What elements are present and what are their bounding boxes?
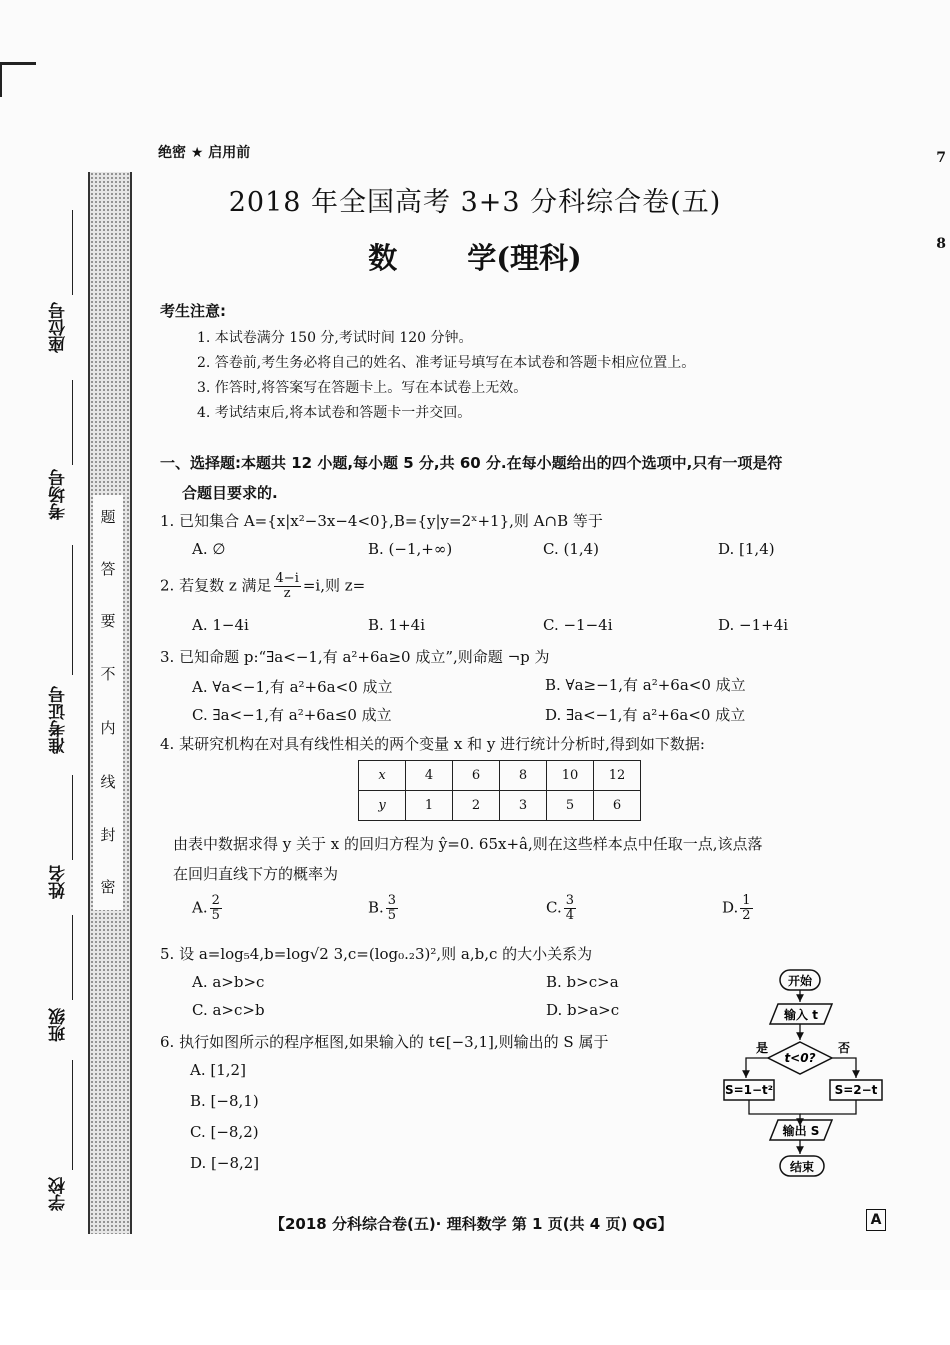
- table-cell: 6: [453, 761, 500, 791]
- q4-option-label: D.: [722, 898, 739, 917]
- page-title: 2018 年全国高考 3+3 分科综合卷(五): [228, 187, 722, 218]
- flow-start-text: 开始: [787, 974, 813, 988]
- q3-option-b: B. ∀a≥−1,有 a²+6a<0 成立: [545, 676, 746, 694]
- q2-option-c: C. −1−4i: [543, 616, 613, 634]
- q5-option-c: C. a>c>b: [192, 1001, 265, 1019]
- table-row: [359, 791, 641, 821]
- q2-option-b: B. 1+4i: [368, 616, 426, 634]
- seal-char: 不: [100, 665, 116, 683]
- q1-option-a: A. ∅: [192, 540, 226, 558]
- q2-option-d: D. −1+4i: [718, 616, 789, 634]
- data-table: [358, 760, 641, 821]
- table-cell: 12: [594, 761, 641, 791]
- q1-option-b: B. (−1,+∞): [368, 540, 453, 558]
- q4-option-label: A.: [192, 898, 208, 917]
- question-6-stem: 6. 执行如图所示的程序框图,如果输入的 t∈[−3,1],则输出的 S 属于: [160, 1033, 609, 1051]
- q6-option-a: A. [1,2]: [190, 1061, 246, 1079]
- q4-option-fraction: [740, 894, 752, 923]
- question-5-stem: 5. 设 a=log₅4,b=log√2 3,c=(log₀.₂3)²,则 a,b,c 的大小关系为: [160, 945, 593, 963]
- flow-arrow: [746, 1058, 768, 1078]
- class-field-line[interactable]: [72, 915, 73, 1000]
- table-cell: 10: [547, 761, 594, 791]
- question-3-stem: 3. 已知命题 p:“∃a<−1,有 a²+6a≥0 成立”,则命题 ¬p 为: [160, 648, 550, 666]
- flow-no-label: 否: [837, 1041, 851, 1055]
- notice-item: 2. 答卷前,考生务必将自己的姓名、准考证号填写在本试卷和答题卡相应位置上。: [197, 355, 696, 371]
- school-label: 学校: [49, 1177, 69, 1212]
- page-footer: 【2018 分科综合卷(五)· 理科数学 第 1 页(共 4 页) QG】: [270, 1215, 673, 1233]
- q2-option-a: A. 1−4i: [192, 616, 249, 634]
- q4-option-c: [546, 894, 578, 923]
- q4-option-d: [722, 894, 755, 923]
- ticket-label: 准考证号: [49, 686, 69, 754]
- room-label: 考场号: [49, 469, 69, 521]
- q4-option-fraction: [386, 894, 398, 923]
- table-header-x: x: [359, 761, 406, 791]
- q2-fraction: [274, 572, 301, 601]
- q5-option-a: A. a>b>c: [192, 973, 265, 991]
- q3-option-d: D. ∃a<−1,有 a²+6a<0 成立: [545, 706, 746, 724]
- school-field-line[interactable]: [72, 1060, 73, 1170]
- flow-left-text: S=1−t²: [724, 1083, 774, 1097]
- flow-output-text: 输出 S: [782, 1124, 820, 1138]
- flowchart: [718, 960, 888, 1180]
- edge-digit: 7: [936, 150, 946, 166]
- seal-char: 线: [100, 773, 116, 791]
- flow-yes-label: 是: [755, 1041, 769, 1055]
- frac-den: 5: [387, 908, 397, 923]
- notice-item: 3. 作答时,将答案写在答题卡上。写在本试卷上无效。: [197, 380, 528, 396]
- table-cell: 3: [500, 791, 547, 821]
- q4-option-fraction: [564, 894, 576, 923]
- q5-option-d: D. b>a>c: [546, 1001, 620, 1019]
- flow-right-text: S=2−t: [834, 1083, 878, 1097]
- q1-option-c: C. (1,4): [543, 540, 600, 558]
- q4-option-a: [192, 894, 224, 923]
- flow-arrow: [800, 1100, 856, 1114]
- table-header-y: y: [359, 791, 406, 821]
- q6-option-c: C. [−8,2): [190, 1123, 259, 1141]
- frac-den: 2: [742, 908, 751, 923]
- table-cell: 6: [594, 791, 641, 821]
- frac-num: 2: [211, 893, 220, 908]
- edge-digit: 8: [936, 236, 946, 252]
- notice-item: 4. 考试结束后,将本试卷和答题卡一并交回。: [197, 405, 472, 421]
- q4-text-line: 由表中数据求得 y 关于 x 的回归方程为 ŷ=0. 65x+â,则在这些样本点中任取一点,该点落: [173, 835, 763, 853]
- table-cell: 1: [406, 791, 453, 821]
- frac-den: 5: [211, 908, 220, 923]
- flow-arrow: [749, 1100, 800, 1126]
- question-2-stem: [160, 572, 365, 601]
- name-label: 姓名: [49, 865, 69, 899]
- table-cell: 8: [500, 761, 547, 791]
- q3-option-c: C. ∃a<−1,有 a²+6a≤0 成立: [192, 706, 392, 724]
- notice-title: 考生注意:: [160, 302, 226, 320]
- question-1-stem: 1. 已知集合 A={x|x²−3x−4<0},B={y|y=2ˣ+1},则 A∩B 等于: [160, 512, 603, 530]
- flow-arrow: [832, 1058, 856, 1078]
- q4-option-fraction: [210, 894, 222, 923]
- q4-option-b: [368, 894, 400, 923]
- question-4-stem: 4. 某研究机构在对具有线性相关的两个变量 x 和 y 进行统计分析时,得到如下数据:: [160, 735, 705, 753]
- table-row: [359, 761, 641, 791]
- subject-title: [0, 236, 950, 277]
- frac-num: 1: [742, 893, 751, 908]
- q2-frac-den: z: [283, 586, 291, 601]
- seal-char: 内: [100, 719, 116, 737]
- q1-option-d: D. [1,4): [718, 540, 775, 558]
- flow-end-text: 结束: [789, 1160, 815, 1174]
- room-field-line[interactable]: [72, 380, 73, 465]
- frac-num: 3: [387, 893, 397, 908]
- table-cell: 2: [453, 791, 500, 821]
- ticket-field-line[interactable]: [72, 545, 73, 675]
- subject-part-b: 学(理科): [467, 241, 582, 275]
- notice-item: 1. 本试卷满分 150 分,考试时间 120 分钟。: [197, 330, 473, 346]
- seal-char: 封: [100, 826, 116, 844]
- name-field-line[interactable]: [72, 775, 73, 860]
- q2-stem-post: =i,则 z=: [302, 576, 366, 595]
- q6-option-d: D. [−8,2]: [190, 1154, 260, 1172]
- corner-crop-mark: [0, 62, 36, 97]
- page-bottom-margin: [0, 1290, 950, 1345]
- flow-decision-text: t<0?: [784, 1051, 816, 1065]
- secret-mark: 绝密 ★ 启用前: [158, 145, 251, 161]
- seal-char: 题: [100, 508, 116, 526]
- q5-option-b: B. b>c>a: [546, 973, 619, 991]
- flow-input-text: 输入 t: [784, 1008, 818, 1022]
- q4-option-label: C.: [546, 898, 562, 917]
- q6-option-b: B. [−8,1): [190, 1092, 259, 1110]
- q4-text-line: 在回归直线下方的概率为: [173, 865, 339, 883]
- q3-option-a: A. ∀a<−1,有 a²+6a<0 成立: [192, 678, 393, 696]
- table-cell: 4: [406, 761, 453, 791]
- section-heading-cont: 合题目要求的.: [182, 484, 278, 502]
- frac-num: 3: [565, 893, 574, 908]
- q4-option-label: B.: [368, 898, 384, 917]
- q2-frac-num: 4−i: [275, 571, 299, 586]
- seat-label: 座位号: [49, 302, 69, 354]
- subject-part-a: 数: [368, 241, 398, 275]
- version-badge: A: [866, 1209, 886, 1231]
- table-cell: 5: [547, 791, 594, 821]
- section-heading: 一、选择题:本题共 12 小题,每小题 5 分,共 60 分.在每小题给出的四个选项中,只有一项是符: [160, 454, 783, 472]
- frac-den: 4: [565, 908, 574, 923]
- q2-stem-pre: 2. 若复数 z 满足: [160, 576, 272, 595]
- seal-char: 密: [100, 878, 116, 896]
- class-label: 班级: [49, 1008, 69, 1043]
- seal-char: 答: [100, 560, 116, 578]
- seal-char: 要: [100, 612, 116, 630]
